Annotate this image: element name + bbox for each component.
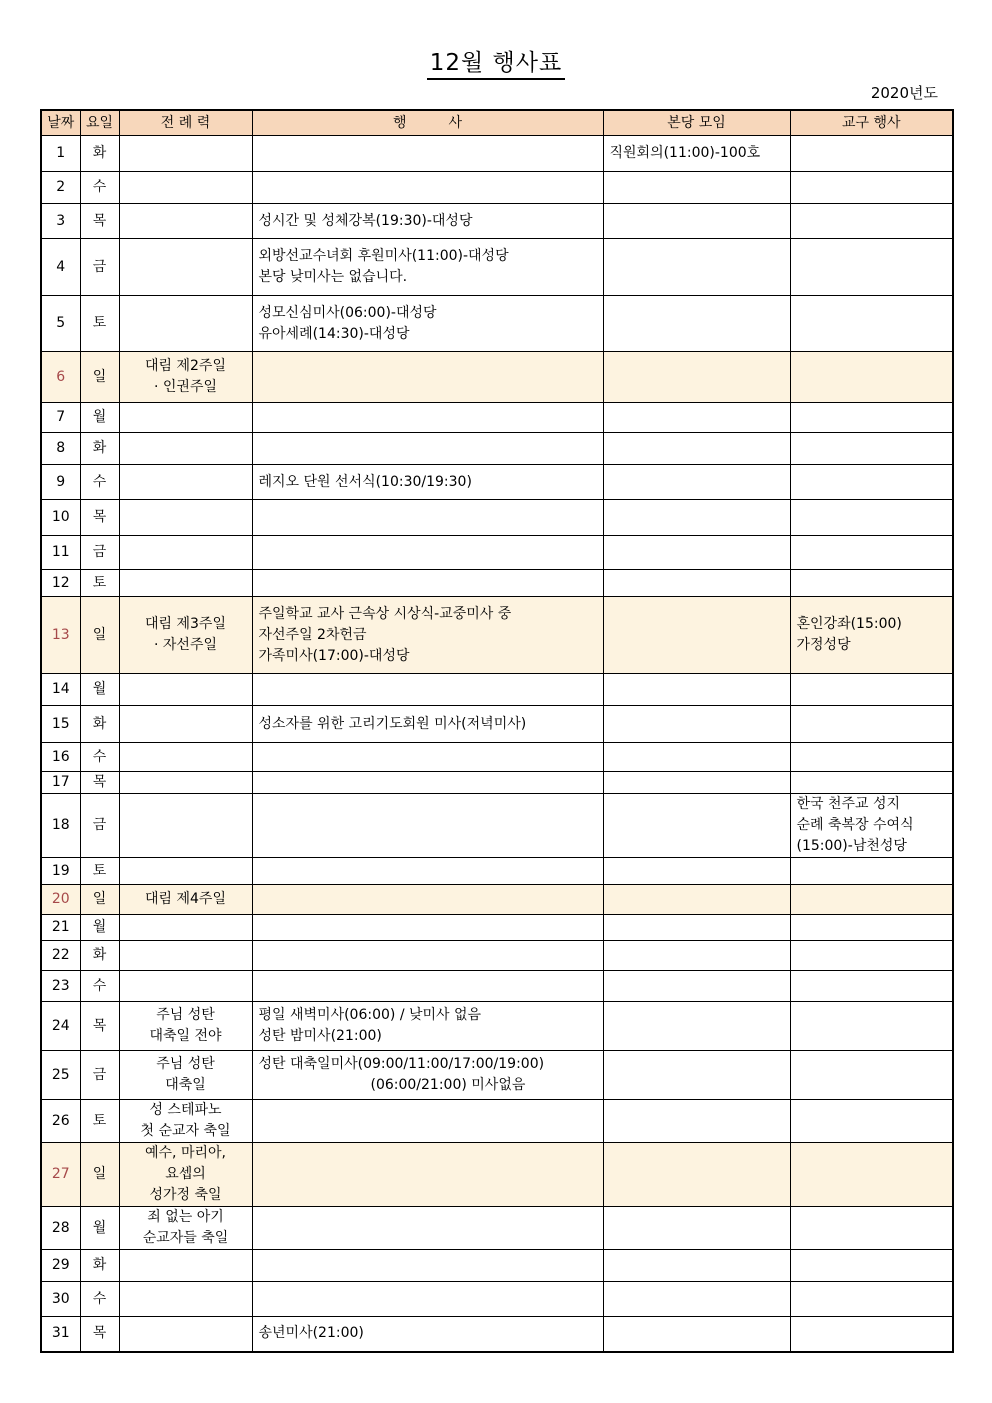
date-cell: 30 (41, 1282, 80, 1317)
parish-meeting-cell (603, 1143, 790, 1207)
parish-meeting-cell (603, 1207, 790, 1250)
liturgy-cell (119, 500, 252, 536)
table-row (41, 403, 953, 433)
weekday-cell: 화 (80, 136, 119, 172)
liturgy-cell: 예수, 마리아, 요셉의 성가정 축일 (119, 1143, 252, 1207)
date-cell: 21 (41, 915, 80, 941)
diocese-event-cell (790, 536, 953, 570)
weekday-cell: 목 (80, 1002, 119, 1051)
liturgy-cell (119, 403, 252, 433)
table-row (41, 915, 953, 941)
liturgy-cell (119, 172, 252, 204)
header-date: 날짜 (41, 110, 80, 136)
weekday-cell: 목 (80, 772, 119, 794)
table-row (41, 1207, 953, 1250)
date-cell: 19 (41, 858, 80, 885)
table-row (41, 204, 953, 239)
weekday-cell: 월 (80, 674, 119, 706)
table-row (41, 885, 953, 915)
diocese-event-cell (790, 204, 953, 239)
events-cell (252, 772, 603, 794)
liturgy-cell (119, 1250, 252, 1282)
weekday-cell: 목 (80, 1317, 119, 1352)
liturgy-cell (119, 536, 252, 570)
events-cell: 성소자를 위한 고리기도회원 미사(저녁미사) (252, 706, 603, 743)
weekday-cell: 월 (80, 1207, 119, 1250)
parish-meeting-cell (603, 597, 790, 674)
events-cell (252, 500, 603, 536)
weekday-cell: 금 (80, 794, 119, 858)
events-cell (252, 403, 603, 433)
weekday-cell: 토 (80, 570, 119, 597)
liturgy-cell: 대림 제2주일 · 인권주일 (119, 352, 252, 403)
liturgy-cell (119, 204, 252, 239)
weekday-cell: 토 (80, 858, 119, 885)
weekday-cell: 수 (80, 1282, 119, 1317)
table-row (41, 772, 953, 794)
parish-meeting-cell (603, 465, 790, 500)
diocese-event-cell (790, 971, 953, 1002)
events-cell (252, 674, 603, 706)
parish-meeting-cell (603, 858, 790, 885)
events-cell (252, 885, 603, 915)
diocese-event-cell: 혼인강좌(15:00) 가정성당 (790, 597, 953, 674)
liturgy-cell (119, 941, 252, 971)
parish-meeting-cell: 직원회의(11:00)-100호 (603, 136, 790, 172)
diocese-event-cell (790, 1051, 953, 1100)
events-cell (252, 433, 603, 465)
date-cell: 28 (41, 1207, 80, 1250)
events-cell (252, 172, 603, 204)
events-cell (252, 1250, 603, 1282)
diocese-event-cell (790, 772, 953, 794)
events-cell (252, 352, 603, 403)
table-row (41, 136, 953, 172)
weekday-cell: 금 (80, 1051, 119, 1100)
parish-meeting-cell (603, 915, 790, 941)
diocese-event-cell (790, 500, 953, 536)
liturgy-cell: 대림 제3주일 · 자선주일 (119, 597, 252, 674)
diocese-event-cell (790, 858, 953, 885)
table-row (41, 971, 953, 1002)
year-label: 2020년도 (870, 84, 938, 102)
date-cell: 9 (41, 465, 80, 500)
diocese-event-cell (790, 296, 953, 352)
date-cell: 23 (41, 971, 80, 1002)
table-row (41, 570, 953, 597)
events-cell (252, 536, 603, 570)
liturgy-cell (119, 239, 252, 296)
table-row (41, 597, 953, 674)
date-cell: 27 (41, 1143, 80, 1207)
liturgy-cell: 성 스테파노 첫 순교자 축일 (119, 1100, 252, 1143)
table-row (41, 172, 953, 204)
events-cell: 송년미사(21:00) (252, 1317, 603, 1352)
events-cell (252, 743, 603, 772)
events-cell: 레지오 단원 선서식(10:30/19:30) (252, 465, 603, 500)
events-cell (252, 1143, 603, 1207)
date-cell: 3 (41, 204, 80, 239)
events-cell: 성시간 및 성체강복(19:30)-대성당 (252, 204, 603, 239)
header-diocese-events: 교구 행사 (790, 110, 953, 136)
weekday-cell: 수 (80, 971, 119, 1002)
page-title: 12월 행사표 (427, 50, 565, 80)
weekday-cell: 화 (80, 706, 119, 743)
events-cell (252, 971, 603, 1002)
table-row (41, 743, 953, 772)
events-cell (252, 136, 603, 172)
parish-meeting-cell (603, 536, 790, 570)
date-cell: 18 (41, 794, 80, 858)
diocese-event-cell (790, 1002, 953, 1051)
table-row (41, 536, 953, 570)
events-cell (252, 941, 603, 971)
date-cell: 6 (41, 352, 80, 403)
weekday-cell: 화 (80, 433, 119, 465)
header-row (41, 110, 953, 136)
table-row (41, 1002, 953, 1051)
date-cell: 7 (41, 403, 80, 433)
date-cell: 24 (41, 1002, 80, 1051)
weekday-cell: 월 (80, 403, 119, 433)
diocese-event-cell (790, 433, 953, 465)
page-title-wrap (0, 44, 992, 77)
liturgy-cell (119, 570, 252, 597)
liturgy-cell: 대림 제4주일 (119, 885, 252, 915)
date-cell: 12 (41, 570, 80, 597)
liturgy-cell (119, 1282, 252, 1317)
parish-meeting-cell (603, 794, 790, 858)
date-cell: 22 (41, 941, 80, 971)
table-row (41, 296, 953, 352)
table-row (41, 465, 953, 500)
parish-meeting-cell (603, 296, 790, 352)
diocese-event-cell (790, 915, 953, 941)
date-cell: 17 (41, 772, 80, 794)
parish-meeting-cell (603, 500, 790, 536)
weekday-cell: 수 (80, 465, 119, 500)
header-weekday: 요일 (80, 110, 119, 136)
header-parish-meetings: 본당 모임 (603, 110, 790, 136)
table-row (41, 1143, 953, 1207)
date-cell: 29 (41, 1250, 80, 1282)
date-cell: 10 (41, 500, 80, 536)
table-row (41, 858, 953, 885)
parish-meeting-cell (603, 172, 790, 204)
diocese-event-cell (790, 885, 953, 915)
date-cell: 25 (41, 1051, 80, 1100)
weekday-cell: 화 (80, 1250, 119, 1282)
table-row (41, 433, 953, 465)
parish-meeting-cell (603, 706, 790, 743)
diocese-event-cell (790, 403, 953, 433)
table-row (41, 500, 953, 536)
weekday-cell: 토 (80, 1100, 119, 1143)
table-row (41, 1100, 953, 1143)
diocese-event-cell (790, 136, 953, 172)
weekday-cell: 일 (80, 885, 119, 915)
weekday-cell: 일 (80, 1143, 119, 1207)
date-cell: 16 (41, 743, 80, 772)
parish-meeting-cell (603, 1282, 790, 1317)
events-cell (252, 570, 603, 597)
liturgy-cell (119, 772, 252, 794)
date-cell: 5 (41, 296, 80, 352)
events-cell (252, 915, 603, 941)
liturgy-cell (119, 794, 252, 858)
weekday-cell: 일 (80, 352, 119, 403)
table-row (41, 941, 953, 971)
diocese-event-cell (790, 1143, 953, 1207)
liturgy-cell: 주님 성탄 대축일 (119, 1051, 252, 1100)
weekday-cell: 목 (80, 204, 119, 239)
date-cell: 31 (41, 1317, 80, 1352)
parish-meeting-cell (603, 239, 790, 296)
liturgy-cell (119, 465, 252, 500)
parish-meeting-cell (603, 570, 790, 597)
date-cell: 14 (41, 674, 80, 706)
date-cell: 26 (41, 1100, 80, 1143)
table-row (41, 239, 953, 296)
parish-meeting-cell (603, 352, 790, 403)
weekday-cell: 금 (80, 239, 119, 296)
events-cell (252, 1282, 603, 1317)
diocese-event-cell (790, 1207, 953, 1250)
diocese-event-cell (790, 172, 953, 204)
events-cell (252, 1100, 603, 1143)
weekday-cell: 금 (80, 536, 119, 570)
parish-meeting-cell (603, 1100, 790, 1143)
date-cell: 15 (41, 706, 80, 743)
events-cell: 주일학교 교사 근속상 시상식-교중미사 중 자선주일 2차헌금 가족미사(17:00)-대성당 (252, 597, 603, 674)
events-cell: 성탄 대축일미사(09:00/11:00/17:00/19:00) (06:00/21:00) 미사없음 (252, 1051, 603, 1100)
diocese-event-cell (790, 570, 953, 597)
table-row (41, 794, 953, 858)
table-row (41, 674, 953, 706)
header-events: 행 사 (252, 110, 603, 136)
date-cell: 20 (41, 885, 80, 915)
weekday-cell: 월 (80, 915, 119, 941)
date-cell: 4 (41, 239, 80, 296)
parish-meeting-cell (603, 1250, 790, 1282)
diocese-event-cell (790, 674, 953, 706)
diocese-event-cell (790, 1250, 953, 1282)
diocese-event-cell (790, 465, 953, 500)
table-row (41, 1282, 953, 1317)
weekday-cell: 수 (80, 172, 119, 204)
parish-meeting-cell (603, 971, 790, 1002)
events-cell (252, 1207, 603, 1250)
liturgy-cell (119, 136, 252, 172)
parish-meeting-cell (603, 1002, 790, 1051)
date-cell: 1 (41, 136, 80, 172)
events-cell (252, 794, 603, 858)
parish-meeting-cell (603, 403, 790, 433)
liturgy-cell (119, 296, 252, 352)
liturgy-cell (119, 915, 252, 941)
liturgy-cell (119, 706, 252, 743)
weekday-cell: 화 (80, 941, 119, 971)
parish-meeting-cell (603, 1317, 790, 1352)
liturgy-cell: 죄 없는 아기 순교자들 축일 (119, 1207, 252, 1250)
diocese-event-cell (790, 941, 953, 971)
schedule-body (41, 136, 953, 1352)
date-cell: 2 (41, 172, 80, 204)
diocese-event-cell (790, 352, 953, 403)
parish-meeting-cell (603, 1051, 790, 1100)
table-row (41, 1250, 953, 1282)
diocese-event-cell (790, 1317, 953, 1352)
parish-meeting-cell (603, 743, 790, 772)
parish-meeting-cell (603, 204, 790, 239)
table-row (41, 706, 953, 743)
parish-meeting-cell (603, 772, 790, 794)
events-cell: 성모신심미사(06:00)-대성당 유아세례(14:30)-대성당 (252, 296, 603, 352)
parish-meeting-cell (603, 941, 790, 971)
diocese-event-cell (790, 1282, 953, 1317)
diocese-event-cell (790, 239, 953, 296)
liturgy-cell (119, 433, 252, 465)
diocese-event-cell: 한국 천주교 성지 순례 축복장 수여식 (15:00)-남천성당 (790, 794, 953, 858)
liturgy-cell (119, 1317, 252, 1352)
events-cell (252, 858, 603, 885)
diocese-event-cell (790, 706, 953, 743)
liturgy-cell: 주님 성탄 대축일 전야 (119, 1002, 252, 1051)
liturgy-cell (119, 674, 252, 706)
weekday-cell: 수 (80, 743, 119, 772)
parish-meeting-cell (603, 885, 790, 915)
weekday-cell: 일 (80, 597, 119, 674)
parish-meeting-cell (603, 433, 790, 465)
diocese-event-cell (790, 743, 953, 772)
table-row (41, 1317, 953, 1352)
date-cell: 11 (41, 536, 80, 570)
events-cell: 외방선교수녀회 후원미사(11:00)-대성당 본당 낮미사는 없습니다. (252, 239, 603, 296)
schedule-table (40, 109, 954, 1353)
events-cell: 평일 새벽미사(06:00) / 낮미사 없음 성탄 밤미사(21:00) (252, 1002, 603, 1051)
liturgy-cell (119, 971, 252, 1002)
table-row (41, 352, 953, 403)
liturgy-cell (119, 858, 252, 885)
parish-meeting-cell (603, 674, 790, 706)
header-liturgy: 전 례 력 (119, 110, 252, 136)
table-row (41, 1051, 953, 1100)
date-cell: 8 (41, 433, 80, 465)
liturgy-cell (119, 743, 252, 772)
diocese-event-cell (790, 1100, 953, 1143)
date-cell: 13 (41, 597, 80, 674)
weekday-cell: 토 (80, 296, 119, 352)
weekday-cell: 목 (80, 500, 119, 536)
